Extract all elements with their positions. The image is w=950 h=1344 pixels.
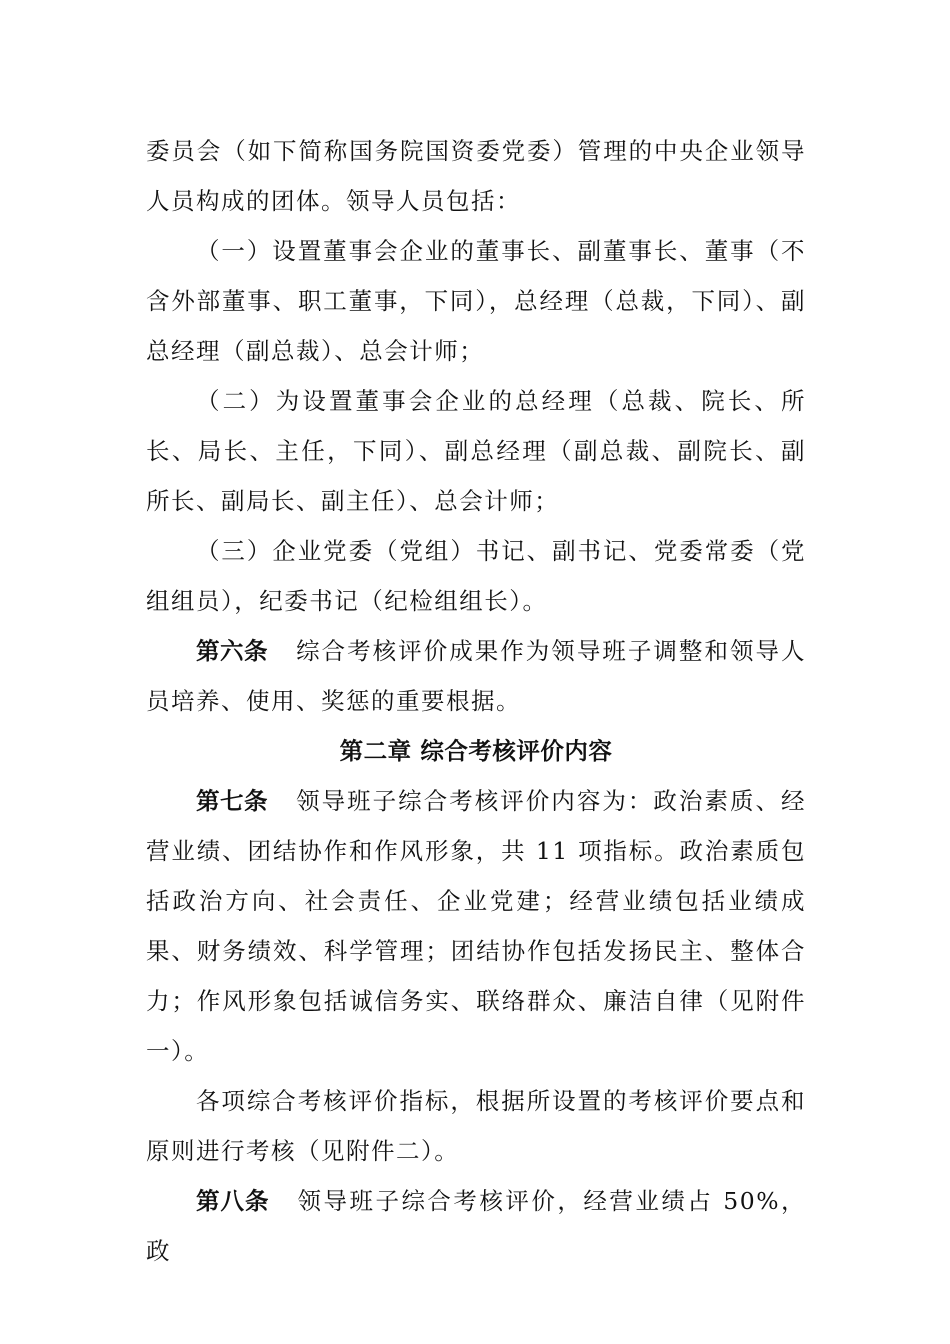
article-6-label: 第六条 bbox=[196, 637, 269, 665]
article-8-label: 第八条 bbox=[196, 1187, 270, 1215]
list-item-1: （一）设置董事会企业的董事长、副董事长、董事（不含外部董事、职工董事，下同），总经理（总裁，下同）、副总经理（副总裁）、总会计师； bbox=[146, 237, 806, 365]
article-7-text: 领导班子综合考核评价内容为：政治素质、经营业绩、团结协作和作风形象，共 11 项指标。政治素质包括政治方向、社会责任、企业党建；经营业绩包括业绩成果、财务绩效、科学管理；团结协作包括发扬民主、整体合力；作风形象包括诚信务实、联络群众、廉洁自律（见附件一）。 bbox=[146, 787, 807, 1065]
article-6-text: 综合考核评价成果作为领导班子调整和领导人员培养、使用、奖惩的重要根据。 bbox=[146, 637, 807, 715]
article-7-label: 第七条 bbox=[196, 787, 269, 815]
article-8-text: 领导班子综合考核评价，经营业绩占 50%，政 bbox=[146, 1187, 807, 1265]
intro-paragraph: 委员会（如下简称国务院国资委党委）管理的中央企业领导人员构成的团体。领导人员包括： bbox=[146, 137, 806, 215]
document-page bbox=[146, 126, 806, 1276]
article-6 bbox=[146, 626, 806, 726]
article-8 bbox=[146, 1176, 806, 1276]
list-item-3: （三）企业党委（党组）书记、副书记、党委常委（党组组员），纪委书记（纪检组组长）。 bbox=[146, 537, 806, 615]
indicators-paragraph: 各项综合考核评价指标，根据所设置的考核评价要点和原则进行考核（见附件二）。 bbox=[146, 1087, 806, 1165]
list-item-2: （二）为设置董事会企业的总经理（总裁、院长、所长、局长、主任，下同）、副总经理（副总裁、副院长、副所长、副局长、副主任）、总会计师； bbox=[146, 387, 806, 515]
article-7 bbox=[146, 776, 806, 1076]
chapter-2-title: 第二章 综合考核评价内容 bbox=[339, 737, 613, 765]
